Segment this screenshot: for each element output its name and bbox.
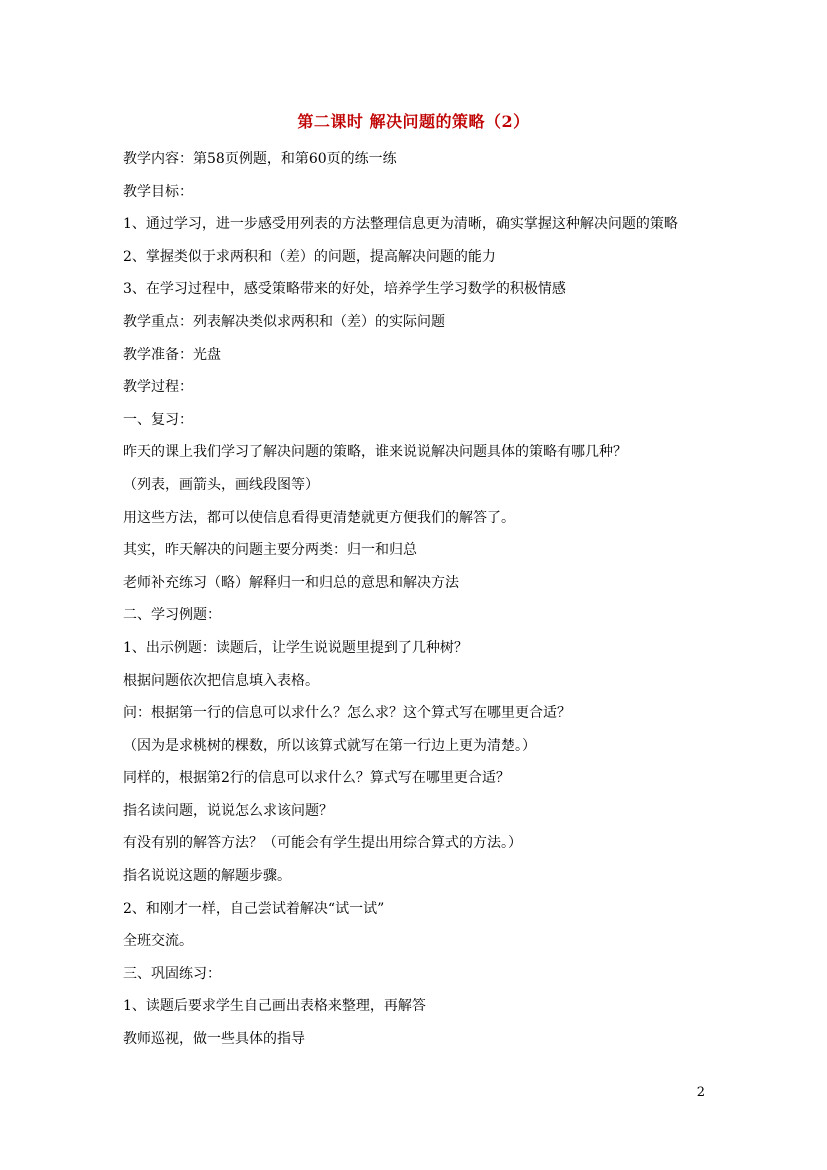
text-line: 指名读问题，说说怎么求该问题？	[123, 802, 333, 819]
text-line: 二、学习例题：	[123, 607, 221, 624]
text-line: 其实，昨天解决的问题主要分两类：归一和归总	[123, 542, 417, 559]
text-line: 3、在学习过程中，感受策略带来的好处，培养学生学习数学的积极情感	[123, 281, 566, 298]
text-line: 教师巡视，做一些具体的指导	[123, 1031, 305, 1048]
text-line: 2、掌握类似于求两积和（差）的问题，提高解决问题的能力	[123, 248, 496, 265]
text-line: 教学过程：	[123, 379, 193, 396]
text-line: 全班交流。	[123, 933, 193, 950]
text-line: 教学内容：第58页例题，和第60页的练一练	[123, 151, 397, 167]
text-line: 教学准备：光盘	[123, 346, 221, 363]
text-line: 有没有别的解答方法？（可能会有学生提出用综合算式的方法。）	[123, 835, 522, 852]
text-line: 昨天的课上我们学习了解决问题的策略，谁来说说解决问题具体的策略有哪几种？	[123, 444, 627, 461]
text-line: 三、巩固练习：	[123, 965, 221, 982]
text-line: 指名说说这题的解题步骤。	[123, 868, 291, 885]
document-body	[123, 148, 743, 1061]
text-line: 1、出示例题：读题后，让学生说说题里提到了几种树？	[123, 639, 468, 656]
text-line: 根据问题依次把信息填入表格。	[123, 672, 319, 689]
page-number: 2	[696, 1085, 705, 1100]
text-line: 1、通过学习，进一步感受用列表的方法整理信息更为清晰，确实掌握这种解决问题的策略	[123, 216, 678, 233]
text-line: 问：根据第一行的信息可以求什么？怎么求？这个算式写在哪里更合适？	[123, 705, 571, 722]
text-line: 2、和刚才一样，自己尝试着解决“试一试”	[123, 900, 385, 917]
text-line: 老师补充练习（略）解释归一和归总的意思和解决方法	[123, 574, 459, 591]
text-line: 教学重点：列表解决类似求两积和（差）的实际问题	[123, 313, 445, 330]
text-line: 教学目标：	[123, 183, 193, 200]
document-title: 第二课时 解决问题的策略（2）	[297, 112, 530, 131]
text-line: 同样的，根据第2行的信息可以求什么？算式写在哪里更合适？	[123, 770, 510, 787]
text-line: 1、读题后要求学生自己画出表格来整理，再解答	[123, 998, 426, 1015]
text-line: （因为是求桃树的棵数，所以该算式就写在第一行边上更为清楚。）	[123, 737, 536, 754]
text-line: 一、复习：	[123, 411, 193, 428]
text-line: 用这些方法，都可以使信息看得更清楚就更方便我们的解答了。	[123, 509, 515, 526]
text-line: （列表，画箭头，画线段图等）	[123, 476, 319, 493]
